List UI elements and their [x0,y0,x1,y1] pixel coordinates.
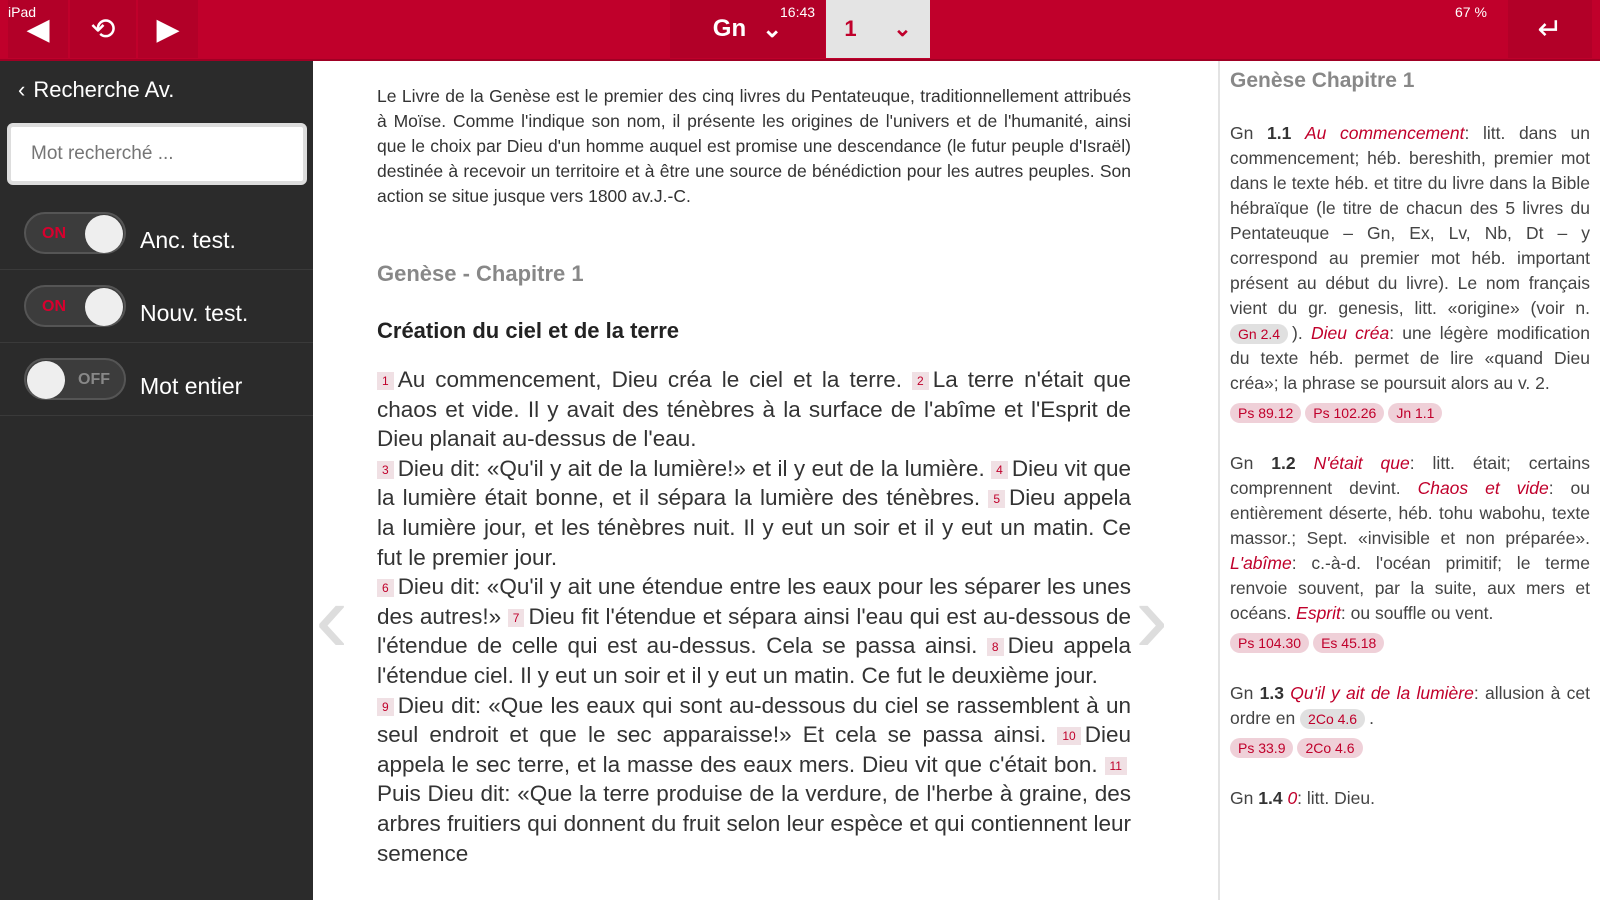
chevron-down-icon: ⌄ [893,16,912,41]
note-text: . [1369,708,1374,728]
verse-number[interactable]: 10 [1057,727,1080,745]
verse-number[interactable]: 11 [1105,757,1127,775]
verse-number[interactable]: 8 [987,638,1004,656]
verse-number[interactable]: 6 [377,579,394,597]
reference-link[interactable]: 2Co 4.6 [1297,738,1362,758]
reference-link[interactable]: Ps 104.30 [1230,633,1309,653]
reference-link[interactable]: Ps 89.12 [1230,403,1301,423]
verse-number[interactable]: 5 [988,490,1005,508]
book-label: Gn [712,15,747,42]
note-keyword: 0 [1287,788,1298,808]
inline-reference-link[interactable]: Gn 2.4 [1230,324,1288,344]
verse-text: Dieu fit l'étendue et sépara ainsi l'eau qui est au-dessous de l'étendue de celle qui est au-dessus. Cela se passa ainsi. [377,603,1131,659]
note-keyword: Esprit [1296,603,1341,623]
note-text: : litt. dans un commencement; héb. bereshith, premier mot dans le texte héb. et titre du livre dans la Bible hébraïque (le titre de chacun des 5 livres du Pentateuque – Gn, Ex, Lv, Nb, Dt – y correspond au premier mot héb. important présent au début du livre). Le nom français vient du gr. genesis, litt. «origine» (voir n. [1230,123,1590,318]
note-text: : c.-à-d. l'océan primitif; le terme renvoie souvent, par la suite, aux mers et océans. [1230,553,1590,623]
search-input[interactable] [7,123,307,185]
battery-label: 67 % [1455,4,1487,20]
verse-text: Dieu dit: «Que les eaux qui sont au-dessous du ciel se rassemblent à un seul endroit et que le sec apparaisse!» Et cela se passa ainsi. [377,692,1131,748]
section-title: Création du ciel et de la terre [377,318,679,343]
note-verse: 1.2 [1271,453,1296,473]
device-label: iPad [8,4,37,20]
note-text: : une légère modification du texte héb. permet de lire «quand Dieu créa»; la phrase se poursuit alors au v. 2. [1230,323,1590,393]
reference-tags [1230,735,1590,760]
verse-text: Au commencement, Dieu créa le ciel et la terre. [397,367,902,392]
reference-link[interactable]: Ps 102.26 [1305,403,1384,423]
reference-link[interactable]: Ps 33.9 [1230,738,1293,758]
exit-icon: ↵ [1537,12,1563,46]
verse-text: Puis Dieu dit: «Que la terre produise de la verdure, de l'herbe à graine, des arbres fruitiers qui donnent du fruit selon leur espèce et qui contiennent leur semence [377,781,1131,866]
toggle-label: Mot entier [140,372,243,399]
triangle-left-icon: ◀ [26,12,50,46]
verse-text: Dieu appela le sec terre, et la masse des eaux mers. Dieu vit que c'était bon. [377,722,1131,777]
notes-list [1230,121,1590,811]
next-chapter-arrow-icon[interactable]: › [1135,562,1169,674]
notes-title: Genèse Chapitre 1 [1230,69,1415,92]
note-book: Gn [1230,123,1254,143]
verse-text: La terre n'était que chaos et vide. Il y avait des ténèbres à la surface de l'abîme et l'Esprit de Dieu planait au-dessus de l'eau. [377,367,1131,452]
verse-number[interactable]: 7 [508,609,525,627]
note-verse: 1.1 [1266,123,1292,143]
note-keyword: Dieu créa [1310,323,1390,343]
note-keyword: N'était que [1313,453,1410,473]
toggle-state: ON [42,298,66,315]
history-button[interactable] [70,0,136,58]
sidebar-back-button[interactable] [0,61,313,119]
verse-text: Dieu dit: «Qu'il y ait une étendue entre les eaux pour les séparer les unes des autres!» [377,574,1131,629]
exit-button[interactable] [1508,0,1592,58]
forward-button[interactable] [138,0,198,58]
reference-tags [1230,630,1590,655]
verse-text: Dieu dit: «Qu'il y ait de la lumière!» et il y eut de la lumière. [397,455,985,481]
toggle-new-testament[interactable] [24,285,126,327]
history-icon: ⟲ [90,12,116,46]
note-text: : ou entièrement déserte, héb. tohu wabohu, texte massor.; Sept. «invisible et non préparée». [1230,478,1590,548]
top-toolbar [0,0,1600,61]
note-text: : litt. était; certains comprennent devint. [1230,453,1590,498]
note-keyword: L'abîme [1230,553,1292,573]
note-keyword: Au commencement [1304,123,1465,143]
toggle-label: Anc. test. [140,226,236,253]
chevron-down-icon: ⌄ [762,15,783,43]
note-text: ). [1292,323,1311,343]
toggle-row-old-testament [0,197,313,270]
sidebar-back-label: Recherche Av. [33,77,175,102]
previous-chapter-arrow-icon[interactable]: ‹ [315,562,349,674]
chevron-left-icon: ‹ [18,77,26,102]
advanced-search-sidebar [0,61,313,900]
verse-text: Dieu appela l'étendue ciel. Il y eut un soir et il y eut un matin. Ce fut le deuxième jour. [377,633,1131,688]
toggle-knob [85,288,123,326]
note-keyword: Chaos et vide [1417,478,1549,498]
verse-text: Dieu appela la lumière jour, et les ténèbres nuit. Il y eut un soir et il y eut un matin. Ce fut le premier jour. [377,485,1131,570]
note-text: : allusion à cet ordre en [1230,683,1590,728]
verse-number[interactable]: 3 [377,461,394,479]
chapter-label: 1 [844,16,857,41]
note-verse: 1.3 [1259,683,1284,703]
verses [377,365,1131,868]
note-item [1230,121,1590,425]
toggle-knob [85,215,123,253]
notes-panel [1218,61,1600,900]
note-book: Gn [1230,683,1254,703]
reference-link[interactable]: Jn 1.1 [1388,403,1442,423]
note-book: Gn [1230,788,1254,808]
toggle-whole-word[interactable] [24,358,126,400]
book-intro: Le Livre de la Genèse est le premier des cinq livres du Pentateuque, traditionnellement attribués à Moïse. Comme l'indique son nom, il présente les origines de l'univers et de l'humanité, ainsi que le choix par Dieu d'un homme auquel est promise une descendance (le futur peuple d'Israël) destinée à recevoir un territoire et à être une source de bénédiction pour les autres peuples. Son action se situe jusque vers 1800 av.J.-C. [377,86,1131,206]
bible-text-panel [313,61,1218,900]
note-book: Gn [1230,453,1254,473]
reference-link[interactable]: Es 45.18 [1313,633,1384,653]
note-item [1230,681,1590,760]
chapter-selector[interactable] [826,0,930,58]
clock: 16:43 [780,4,816,20]
note-item [1230,786,1590,811]
triangle-right-icon: ▶ [156,12,180,46]
toggle-old-testament[interactable] [24,212,126,254]
reference-tags [1230,400,1590,425]
verse-number[interactable]: 4 [991,461,1008,479]
note-text: : litt. Dieu. [1297,788,1375,808]
toggle-label: Nouv. test. [140,299,249,326]
toggle-knob [27,361,65,399]
verse-text: Dieu vit que la lumière était bonne, et il sépara la lumière des ténèbres. [377,455,1131,511]
toggle-state: OFF [78,371,110,388]
toggle-row-whole-word [0,343,313,416]
verse-number[interactable]: 2 [912,372,929,390]
note-text: : ou souffle ou vent. [1340,603,1494,623]
inline-reference-link[interactable]: 2Co 4.6 [1300,709,1365,729]
note-item [1230,451,1590,655]
verse-number[interactable]: 9 [377,698,394,716]
chapter-title: Genèse - Chapitre 1 [377,261,584,286]
toggle-row-new-testament [0,270,313,343]
verse-number[interactable]: 1 [377,372,394,390]
note-verse: 1.4 [1258,788,1283,808]
toggle-state: ON [42,225,66,242]
note-keyword: Qu'il y ait de la lumière [1290,683,1474,703]
